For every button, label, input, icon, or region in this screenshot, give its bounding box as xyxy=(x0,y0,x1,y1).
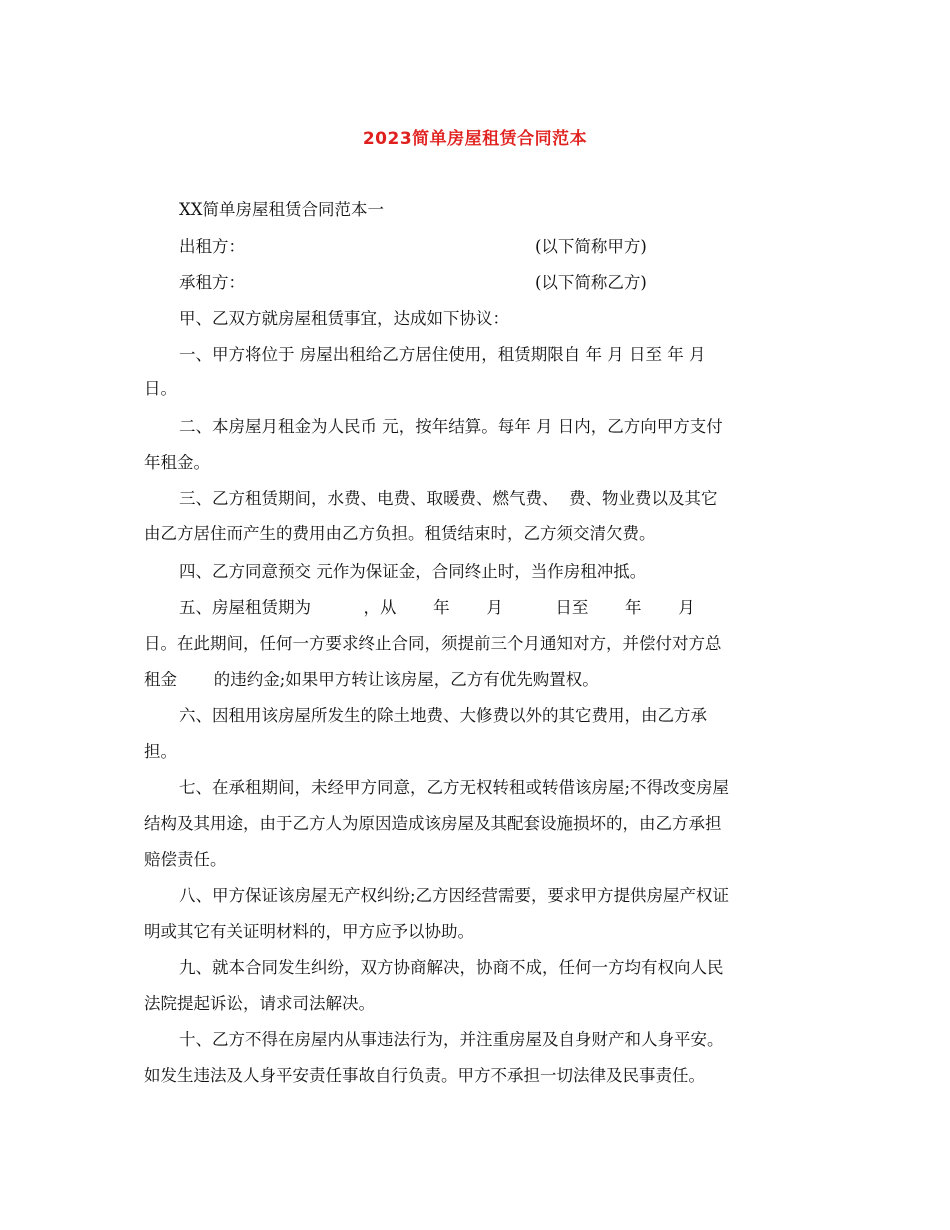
clause-7-line-2: 结构及其用途，由于乙方人为原因造成该房屋及其配套设施损坏的，由乙方承担 xyxy=(144,814,722,833)
clause-3-line-2: 由乙方居住而产生的费用由乙方负担。租赁结束时，乙方须交清欠费。 xyxy=(144,524,656,543)
lessor-label: 出租方： xyxy=(179,237,245,256)
lessee-label: 承租方： xyxy=(179,273,245,292)
lessee-alias: (以下简称乙方) xyxy=(535,273,647,292)
clause-7-line-1: 七、在承租期间，未经甲方同意，乙方无权转租或转借该房屋;不得改变房屋 xyxy=(179,778,730,797)
clause-4: 四、乙方同意预交 元作为保证金，合同终止时，当作房租冲抵。 xyxy=(179,562,647,581)
lessor-alias: (以下简称甲方) xyxy=(535,237,647,256)
clause-3-line-1: 三、乙方租赁期间，水费、电费、取暖费、燃气费、 费、物业费以及其它 xyxy=(179,489,718,508)
clause-1-line-2: 日。 xyxy=(144,379,177,398)
clause-5-line-3: 租金 的违约金;如果甲方转让该房屋，乙方有优先购置权。 xyxy=(144,670,599,689)
clause-2-line-1: 二、本房屋月租金为人民币 元，按年结算。每年 月 日内，乙方向甲方支付 xyxy=(179,417,723,436)
clause-9-line-1: 九、就本合同发生纠纷，双方协商解决，协商不成，任何一方均有权向人民 xyxy=(179,958,724,977)
clause-8-line-2: 明或其它有关证明材料的，甲方应予以协助。 xyxy=(144,922,474,941)
clause-10-line-1: 十、乙方不得在房屋内从事违法行为，并注重房屋及自身财产和人身平安。 xyxy=(179,1030,724,1049)
clause-8-line-1: 八、甲方保证该房屋无产权纠纷;乙方因经营需要，要求甲方提供房屋产权证 xyxy=(179,886,730,905)
document-title: 2023简单房屋租赁合同范本 xyxy=(362,129,588,149)
clause-6-line-1: 六、因租用该房屋所发生的除土地费、大修费以外的其它费用，由乙方承 xyxy=(179,706,707,725)
clause-2-line-2: 年租金。 xyxy=(144,453,210,472)
clause-9-line-2: 法院提起诉讼，请求司法解决。 xyxy=(144,994,375,1013)
clause-5-line-1: 五、房屋租赁期为 ，从 年 月 日至 年 月 xyxy=(179,598,695,617)
clause-6-line-2: 担。 xyxy=(144,742,177,761)
clause-5-line-2: 日。在此期间，任何一方要求终止合同，须提前三个月通知对方，并偿付对方总 xyxy=(144,634,722,653)
agreement-intro: 甲、乙双方就房屋租赁事宜，达成如下协议： xyxy=(179,309,509,328)
clause-7-line-3: 赔偿责任。 xyxy=(144,850,227,869)
clause-10-line-2: 如发生违法及人身平安责任事故自行负责。甲方不承担一切法律及民事责任。 xyxy=(144,1066,705,1085)
contract-subtitle: XX简单房屋租赁合同范本一 xyxy=(179,200,384,219)
clause-1-line-1: 一、甲方将位于 房屋出租给乙方居住使用，租赁期限自 年 月 日至 年 月 xyxy=(179,345,706,364)
